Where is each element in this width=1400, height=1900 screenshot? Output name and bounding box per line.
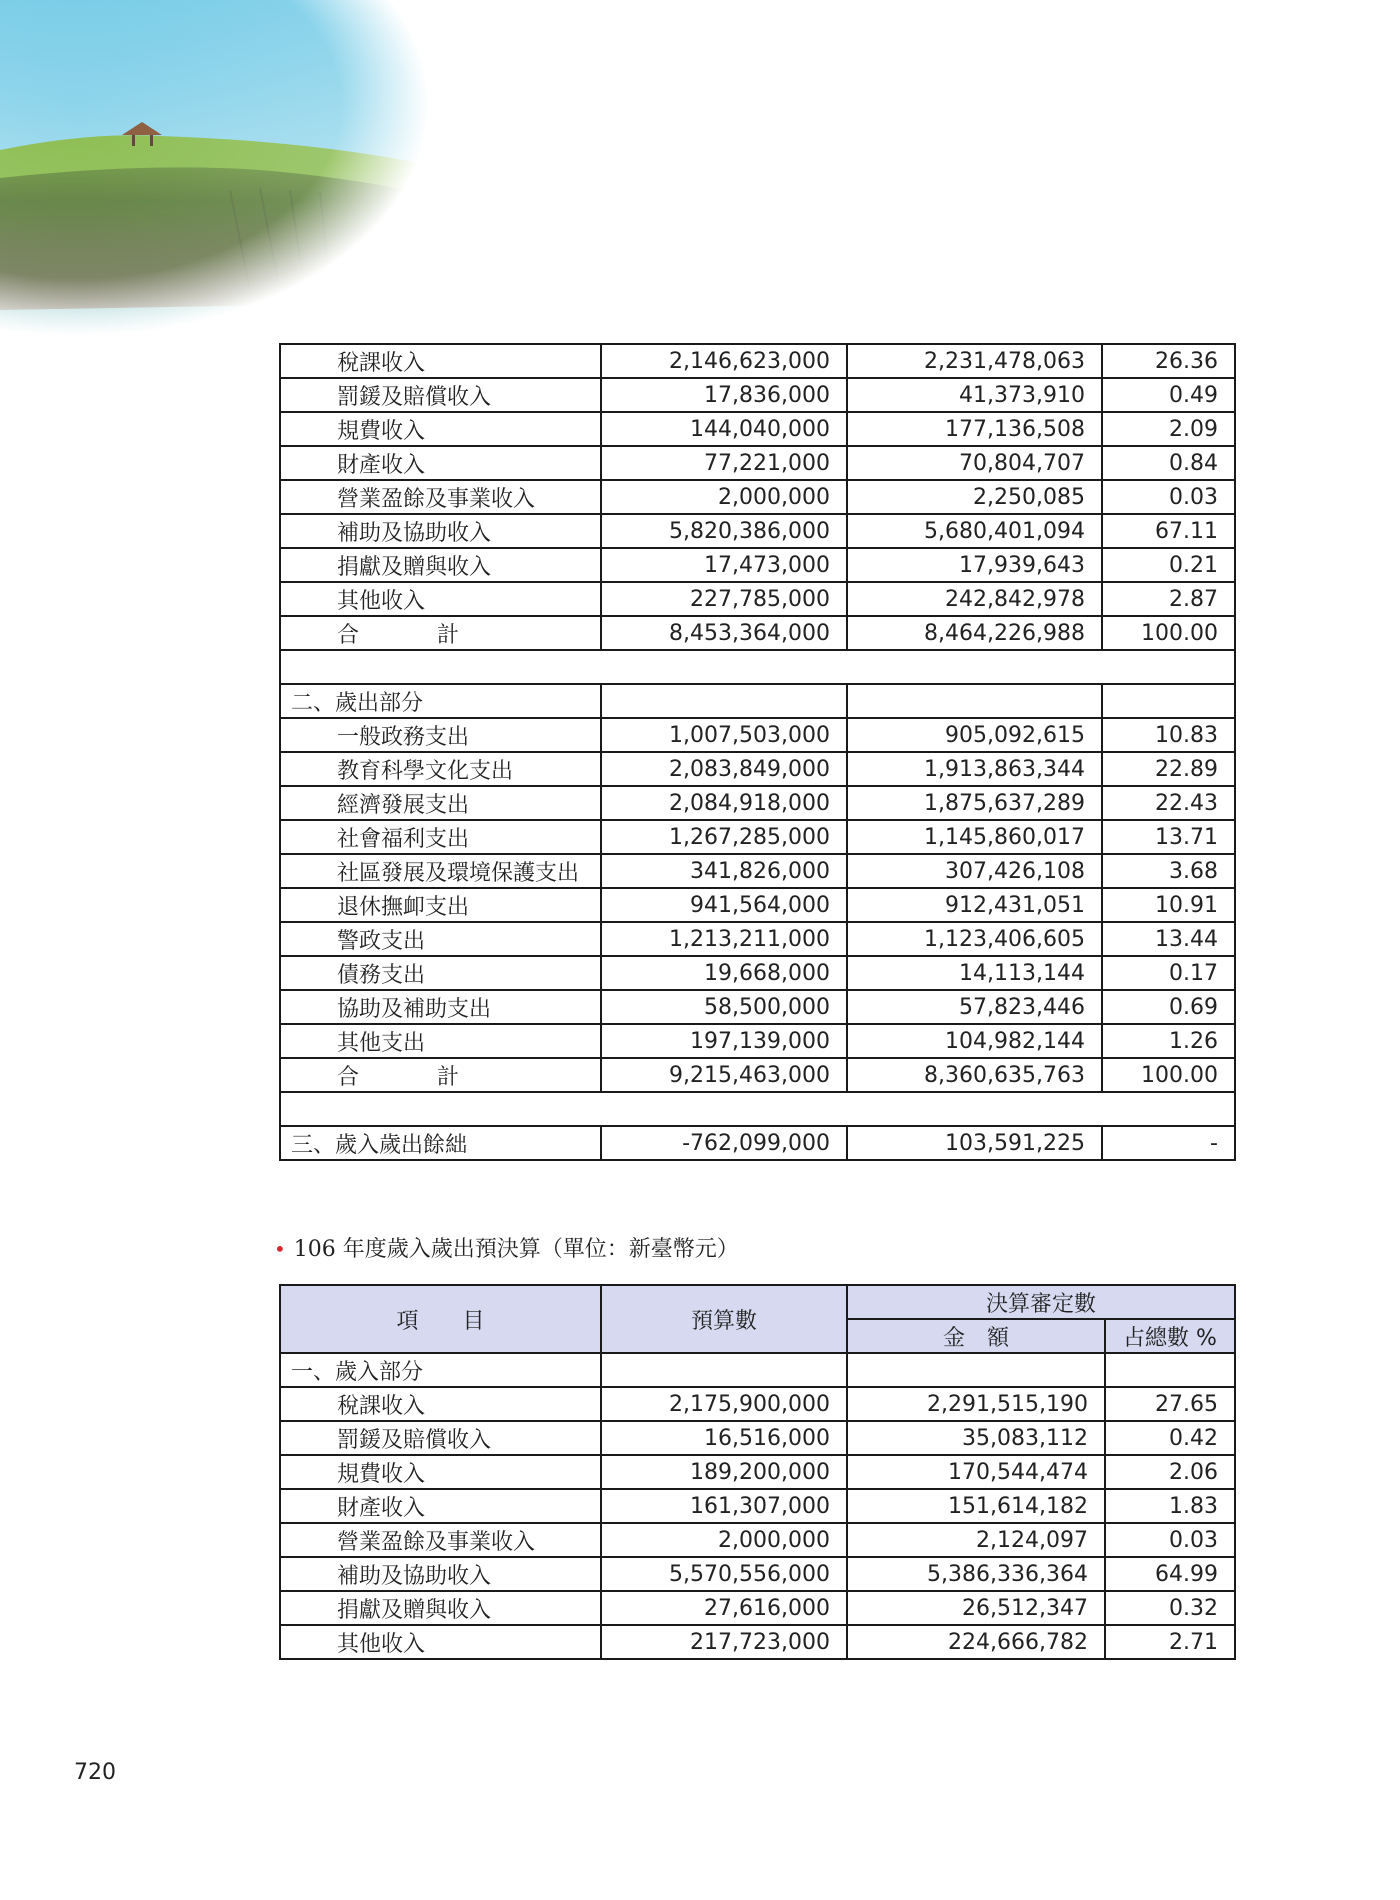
row-label: 罰鍰及賠償收入 — [280, 378, 601, 412]
table-row — [280, 1421, 1235, 1455]
budget-cell: 17,836,000 — [601, 378, 847, 412]
row-label: 其他支出 — [280, 1024, 601, 1058]
table-row — [280, 922, 1235, 956]
budget-cell: 2,000,000 — [601, 480, 847, 514]
amount-cell: 5,680,401,094 — [847, 514, 1102, 548]
row-label: 規費收入 — [280, 1455, 601, 1489]
amount-cell: 103,591,225 — [847, 1126, 1102, 1160]
percent-cell: 0.42 — [1105, 1421, 1235, 1455]
blank-cell — [280, 1092, 1235, 1126]
percent-cell: 26.36 — [1102, 344, 1235, 378]
percent-cell: 2.87 — [1102, 582, 1235, 616]
row-label: 捐獻及贈與收入 — [280, 1591, 601, 1625]
row-label: 營業盈餘及事業收入 — [280, 480, 601, 514]
row-label: 教育科學文化支出 — [280, 752, 601, 786]
table-row — [280, 616, 1235, 650]
budget-cell: 2,175,900,000 — [601, 1387, 847, 1421]
header-budget: 預算數 — [601, 1285, 847, 1353]
amount-cell: 170,544,474 — [847, 1455, 1105, 1489]
row-label: 其他收入 — [280, 582, 601, 616]
budget-cell: 1,267,285,000 — [601, 820, 847, 854]
percent-cell: 1.83 — [1105, 1489, 1235, 1523]
budget-cell: 9,215,463,000 — [601, 1058, 847, 1092]
row-label: 營業盈餘及事業收入 — [280, 1523, 601, 1557]
budget-cell: 144,040,000 — [601, 412, 847, 446]
row-label — [280, 1058, 601, 1092]
budget-cell: 197,139,000 — [601, 1024, 847, 1058]
table-row — [280, 854, 1235, 888]
header-percent: 占總數 % — [1105, 1319, 1235, 1353]
row-label: 警政支出 — [280, 922, 601, 956]
table-row — [280, 378, 1235, 412]
table-row — [280, 1024, 1235, 1058]
table-row — [280, 684, 1235, 718]
amount-cell: 905,092,615 — [847, 718, 1102, 752]
table-row — [280, 480, 1235, 514]
amount-cell: 151,614,182 — [847, 1489, 1105, 1523]
percent-cell: 22.43 — [1102, 786, 1235, 820]
percent-cell: 27.65 — [1105, 1387, 1235, 1421]
table-row — [280, 820, 1235, 854]
row-label: 補助及協助收入 — [280, 1557, 601, 1591]
table-row — [280, 786, 1235, 820]
caption-text: 106 年度歲入歲出預決算（單位：新臺幣元） — [293, 1237, 739, 1262]
budget-cell: 16,516,000 — [601, 1421, 847, 1455]
table-row — [280, 1591, 1235, 1625]
budget-cell: 58,500,000 — [601, 990, 847, 1024]
budget-cell: 161,307,000 — [601, 1489, 847, 1523]
total-label-char-1: 合 — [337, 1064, 360, 1090]
table-caption — [274, 1232, 739, 1263]
percent-cell: 0.03 — [1105, 1523, 1235, 1557]
table-row — [280, 1353, 1235, 1387]
percent-cell: 13.71 — [1102, 820, 1235, 854]
amount-cell — [847, 1353, 1105, 1387]
percent-cell: 0.49 — [1102, 378, 1235, 412]
amount-cell: 26,512,347 — [847, 1591, 1105, 1625]
row-label: 三、歲入歲出餘絀 — [280, 1126, 601, 1160]
table-row — [280, 1625, 1235, 1659]
percent-cell: 64.99 — [1105, 1557, 1235, 1591]
percent-cell: 2.06 — [1105, 1455, 1235, 1489]
amount-cell: 41,373,910 — [847, 378, 1102, 412]
table-row — [280, 1387, 1235, 1421]
percent-cell: 22.89 — [1102, 752, 1235, 786]
amount-cell: 70,804,707 — [847, 446, 1102, 480]
percent-cell: 2.09 — [1102, 412, 1235, 446]
budget-cell: 2,084,918,000 — [601, 786, 847, 820]
table-row — [280, 514, 1235, 548]
percent-cell: 0.17 — [1102, 956, 1235, 990]
amount-cell: 104,982,144 — [847, 1024, 1102, 1058]
row-label: 經濟發展支出 — [280, 786, 601, 820]
amount-cell: 1,913,863,344 — [847, 752, 1102, 786]
table-row — [280, 956, 1235, 990]
table-row — [280, 1557, 1235, 1591]
amount-cell: 1,875,637,289 — [847, 786, 1102, 820]
row-label: 一般政務支出 — [280, 718, 601, 752]
amount-cell: 2,124,097 — [847, 1523, 1105, 1557]
table-row — [280, 888, 1235, 922]
page-number: 720 — [74, 1760, 116, 1785]
budget-cell: 5,820,386,000 — [601, 514, 847, 548]
percent-cell: 10.83 — [1102, 718, 1235, 752]
percent-cell: 67.11 — [1102, 514, 1235, 548]
table-row — [280, 1523, 1235, 1557]
percent-cell — [1105, 1353, 1235, 1387]
budget-cell: 19,668,000 — [601, 956, 847, 990]
row-label: 二、歲出部分 — [280, 684, 601, 718]
total-label-char-2: 計 — [437, 1064, 460, 1090]
percent-cell: 13.44 — [1102, 922, 1235, 956]
row-label: 債務支出 — [280, 956, 601, 990]
budget-cell — [601, 684, 847, 718]
row-label: 社會福利支出 — [280, 820, 601, 854]
budget-table-106-body — [280, 1353, 1235, 1659]
percent-cell: 0.03 — [1102, 480, 1235, 514]
amount-cell: 177,136,508 — [847, 412, 1102, 446]
amount-cell: 224,666,782 — [847, 1625, 1105, 1659]
table-row — [280, 548, 1235, 582]
percent-cell: 0.84 — [1102, 446, 1235, 480]
row-label: 社區發展及環境保護支出 — [280, 854, 601, 888]
amount-cell: 1,145,860,017 — [847, 820, 1102, 854]
table-row — [280, 1058, 1235, 1092]
table-row — [280, 1455, 1235, 1489]
row-label: 稅課收入 — [280, 1387, 601, 1421]
budget-cell: 217,723,000 — [601, 1625, 847, 1659]
budget-cell: 1,213,211,000 — [601, 922, 847, 956]
amount-cell: 2,231,478,063 — [847, 344, 1102, 378]
row-label — [280, 616, 601, 650]
budget-cell: 1,007,503,000 — [601, 718, 847, 752]
amount-cell: 17,939,643 — [847, 548, 1102, 582]
percent-cell: 100.00 — [1102, 1058, 1235, 1092]
row-label: 一、歲入部分 — [280, 1353, 601, 1387]
budget-cell: 341,826,000 — [601, 854, 847, 888]
table-row — [280, 718, 1235, 752]
budget-cell: 227,785,000 — [601, 582, 847, 616]
amount-cell: 2,291,515,190 — [847, 1387, 1105, 1421]
table-row — [280, 582, 1235, 616]
budget-cell: 2,083,849,000 — [601, 752, 847, 786]
amount-cell: 8,464,226,988 — [847, 616, 1102, 650]
table-row — [280, 344, 1235, 378]
budget-cell: 2,000,000 — [601, 1523, 847, 1557]
amount-cell: 912,431,051 — [847, 888, 1102, 922]
amount-cell: 35,083,112 — [847, 1421, 1105, 1455]
budget-cell: 941,564,000 — [601, 888, 847, 922]
budget-cell: 8,453,364,000 — [601, 616, 847, 650]
percent-cell: 0.69 — [1102, 990, 1235, 1024]
percent-cell: 10.91 — [1102, 888, 1235, 922]
amount-cell: 5,386,336,364 — [847, 1557, 1105, 1591]
percent-cell: 0.21 — [1102, 548, 1235, 582]
row-label: 退休撫卹支出 — [280, 888, 601, 922]
amount-cell: 307,426,108 — [847, 854, 1102, 888]
budget-cell: 17,473,000 — [601, 548, 847, 582]
percent-cell: 0.32 — [1105, 1591, 1235, 1625]
row-label: 稅課收入 — [280, 344, 601, 378]
budget-cell — [601, 1353, 847, 1387]
budget-cell: 2,146,623,000 — [601, 344, 847, 378]
budget-cell: -762,099,000 — [601, 1126, 847, 1160]
total-label-char-2: 計 — [437, 622, 460, 648]
row-label: 捐獻及贈與收入 — [280, 548, 601, 582]
caption-bullet: • — [274, 1237, 286, 1261]
amount-cell: 2,250,085 — [847, 480, 1102, 514]
budget-cell: 189,200,000 — [601, 1455, 847, 1489]
table-row — [280, 1092, 1235, 1126]
blank-cell — [280, 650, 1235, 684]
table-row — [280, 1126, 1235, 1160]
row-label: 財產收入 — [280, 446, 601, 480]
budget-cell: 5,570,556,000 — [601, 1557, 847, 1591]
budget-table-106-header — [280, 1285, 1235, 1353]
amount-cell: 242,842,978 — [847, 582, 1102, 616]
row-label: 罰鍰及賠償收入 — [280, 1421, 601, 1455]
header-item: 項 目 — [280, 1285, 601, 1353]
row-label: 其他收入 — [280, 1625, 601, 1659]
percent-cell: 1.26 — [1102, 1024, 1235, 1058]
percent-cell: 100.00 — [1102, 616, 1235, 650]
percent-cell — [1102, 684, 1235, 718]
table-row — [280, 650, 1235, 684]
row-label: 財產收入 — [280, 1489, 601, 1523]
budget-table-continued-body — [280, 344, 1235, 1160]
budget-cell: 77,221,000 — [601, 446, 847, 480]
amount-cell: 8,360,635,763 — [847, 1058, 1102, 1092]
header-amount: 金 額 — [847, 1319, 1105, 1353]
row-label: 規費收入 — [280, 412, 601, 446]
table-row — [280, 446, 1235, 480]
table-row — [280, 412, 1235, 446]
row-label: 協助及補助支出 — [280, 990, 601, 1024]
amount-cell: 1,123,406,605 — [847, 922, 1102, 956]
percent-cell: 3.68 — [1102, 854, 1235, 888]
table-row — [280, 990, 1235, 1024]
amount-cell: 14,113,144 — [847, 956, 1102, 990]
table-row — [280, 752, 1235, 786]
table-row — [280, 1489, 1235, 1523]
amount-cell — [847, 684, 1102, 718]
row-label: 補助及協助收入 — [280, 514, 601, 548]
budget-table-106 — [279, 1284, 1236, 1660]
header-final-group: 決算審定數 — [847, 1285, 1235, 1319]
percent-cell: 2.71 — [1105, 1625, 1235, 1659]
budget-table-continued — [279, 343, 1236, 1161]
budget-cell: 27,616,000 — [601, 1591, 847, 1625]
total-label-char-1: 合 — [337, 622, 360, 648]
percent-cell: - — [1102, 1126, 1235, 1160]
amount-cell: 57,823,446 — [847, 990, 1102, 1024]
